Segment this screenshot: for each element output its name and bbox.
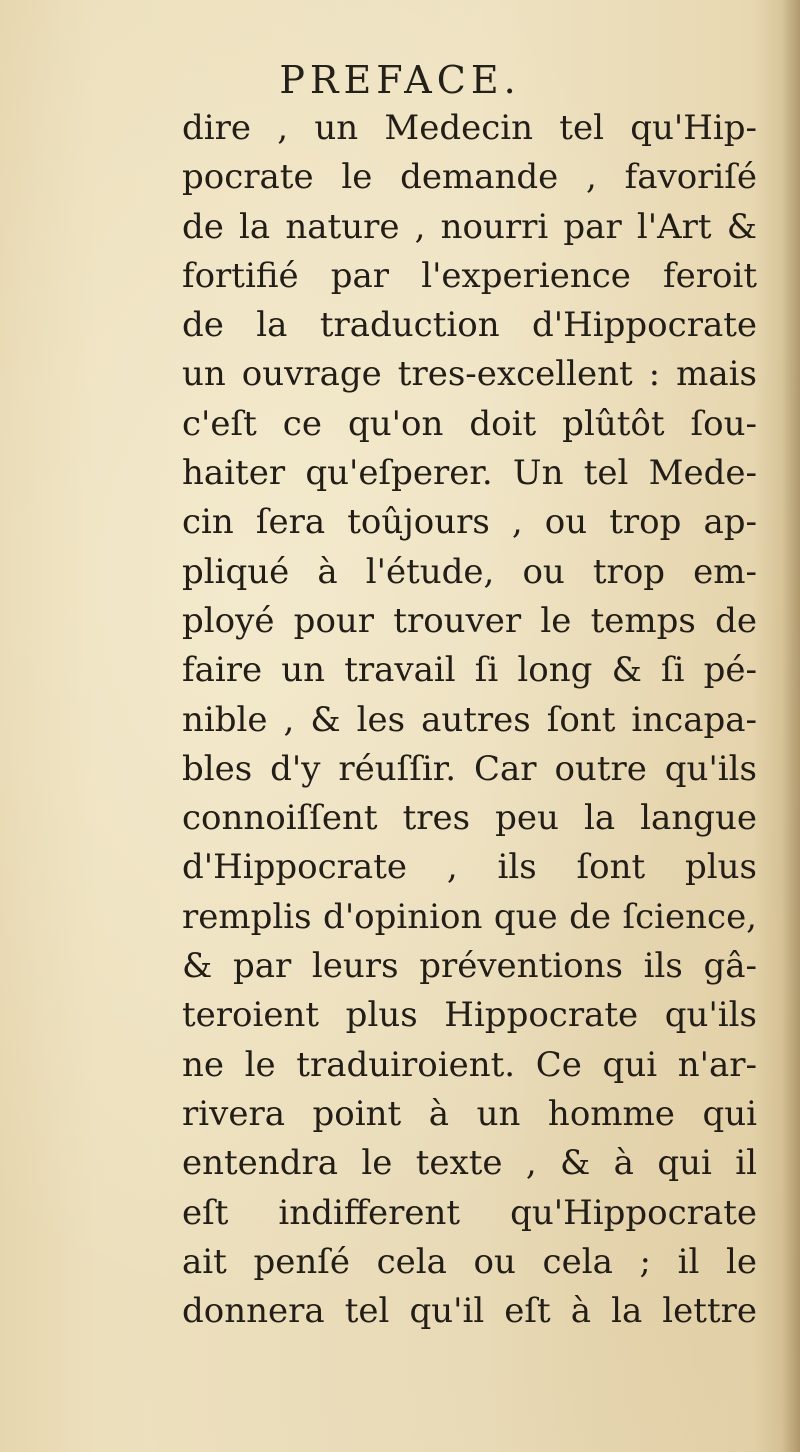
text-line: eſt indifferent qu'Hippocrate bbox=[182, 1192, 757, 1233]
text-line: d'Hippocrate , ils ſont plus bbox=[182, 847, 757, 888]
text-line: faire un travail ſi long & ſi pé- bbox=[182, 650, 757, 691]
text-line: entendra le texte , & à qui il bbox=[182, 1143, 757, 1184]
text-line: de la traduction d'Hippocrate bbox=[182, 305, 757, 346]
page-edge-shadow bbox=[782, 0, 800, 1452]
running-header: PREFACE. bbox=[279, 58, 521, 102]
text-line: c'eſt ce qu'on doit plûtôt ſou- bbox=[182, 403, 757, 444]
text-line: nible , & les autres ſont incapa- bbox=[182, 699, 757, 740]
text-line: ne le traduiroient. Ce qui n'ar- bbox=[182, 1044, 757, 1085]
text-line: bles d'y réuſſir. Car outre qu'ils bbox=[182, 748, 757, 789]
text-line: ait penſé cela ou cela ; il le bbox=[182, 1241, 757, 1282]
text-line: pliqué à l'étude, ou trop em- bbox=[182, 551, 757, 592]
text-line: de la nature , nourri par l'Art & bbox=[182, 206, 757, 247]
body-text bbox=[182, 104, 757, 1336]
text-line: donnera tel qu'il eſt à la lettre bbox=[182, 1291, 757, 1332]
text-line: connoiſſent tres peu la langue bbox=[182, 798, 757, 839]
text-line: fortifié par l'experience feroit bbox=[182, 255, 757, 296]
text-line: dire , un Medecin tel qu'Hip- bbox=[182, 108, 757, 148]
text-line: ployé pour trouver le temps de bbox=[182, 600, 757, 641]
text-line: pocrate le demande , favoriſé bbox=[182, 157, 757, 198]
text-line: teroient plus Hippocrate qu'ils bbox=[182, 995, 757, 1036]
text-line: & par leurs préventions ils gâ- bbox=[182, 946, 757, 987]
text-line: cin ſera toûjours , ou trop ap- bbox=[182, 502, 757, 543]
text-line: rivera point à un homme qui bbox=[182, 1093, 757, 1134]
text-line: remplis d'opinion que de ſcience, bbox=[182, 896, 757, 937]
text-line: haiter qu'eſperer. Un tel Mede- bbox=[182, 453, 757, 494]
text-line: un ouvrage tres-excellent : mais bbox=[182, 354, 757, 395]
